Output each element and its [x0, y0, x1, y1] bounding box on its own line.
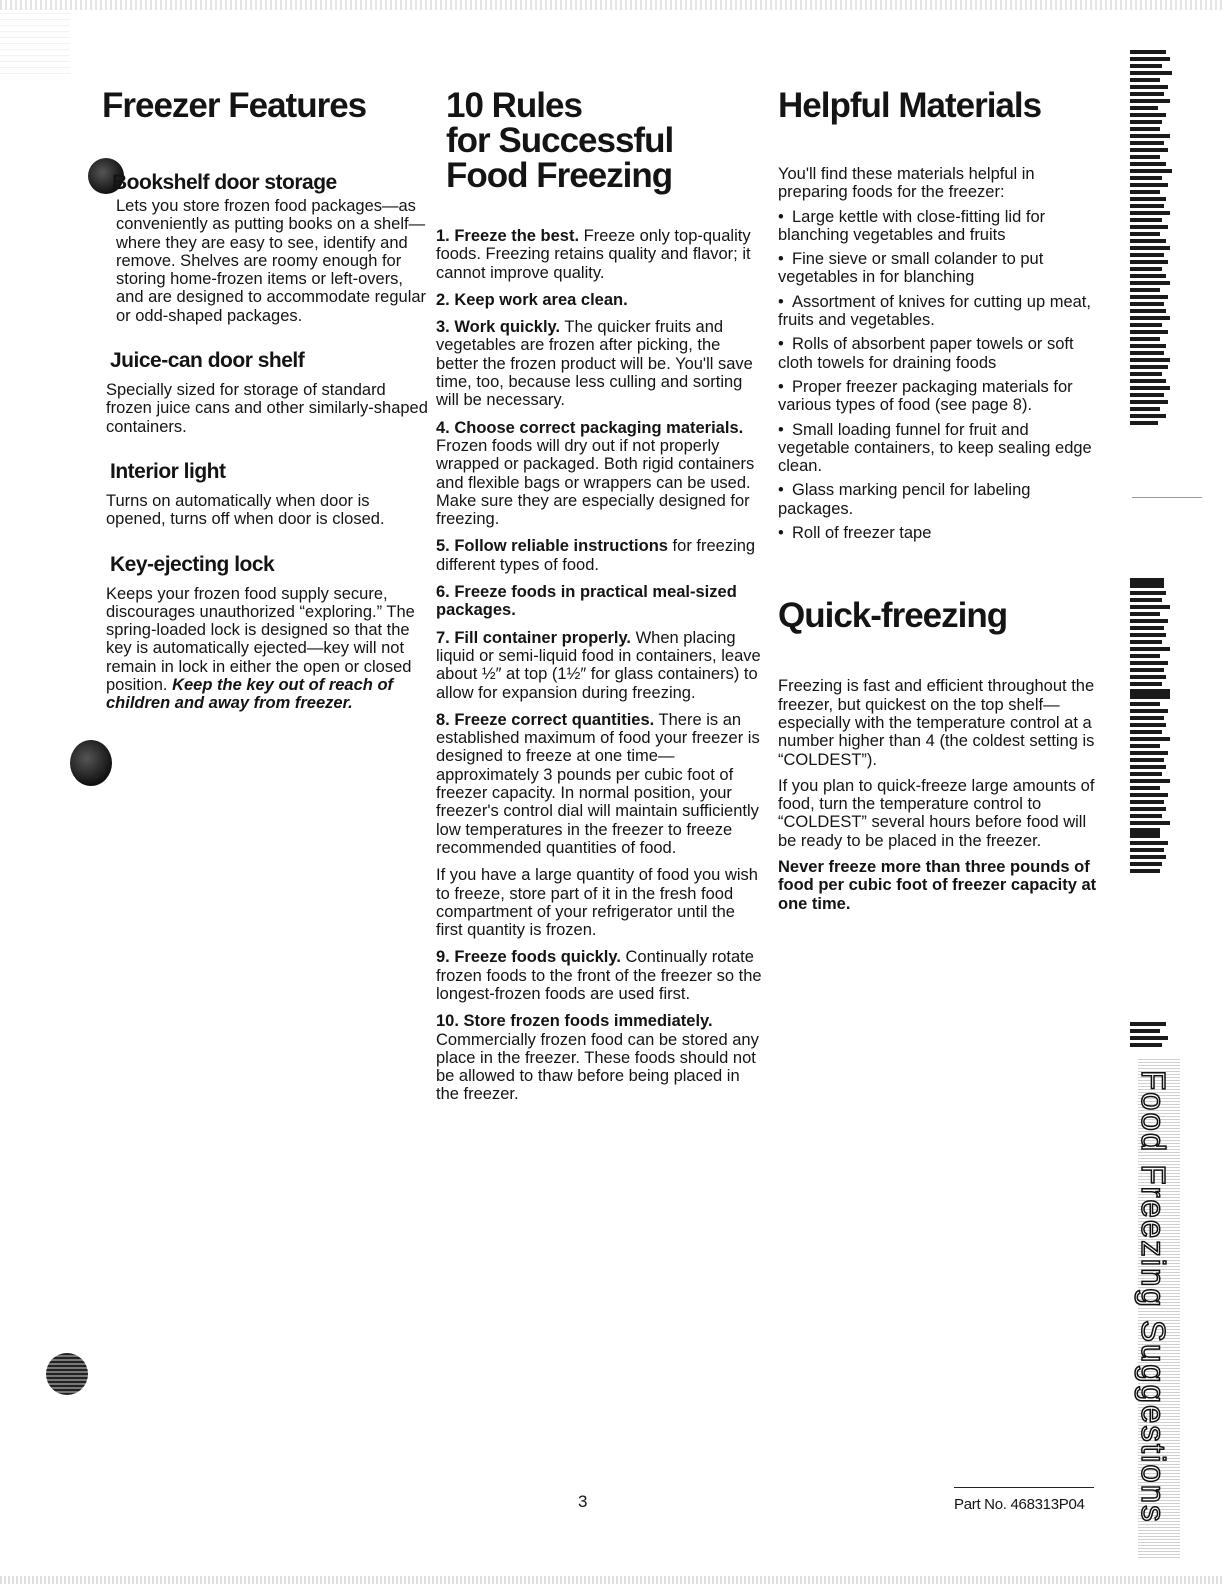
rules-title-line2: for Successful	[446, 121, 674, 160]
rule-item	[436, 583, 766, 620]
rule-text: The quicker fruits and vegetables are frozen after picking, the better the frozen product will be. You'll save time, too, because less culling and sorting will be necessary.	[436, 318, 753, 410]
helpful-materials-title: Helpful Materials	[778, 86, 1042, 125]
key-lock-text: Keeps your frozen food supply secure, discourages unauthorized “exploring.” The spring-loaded lock is designed so that the key is automatically ejected—key will not remain in lock in either the open or closed position.	[106, 584, 415, 695]
rule-lead: 4. Choose correct packaging materials.	[436, 418, 744, 437]
thumb-index-marks	[1130, 50, 1180, 428]
rule-lead: 2. Keep work area clean.	[436, 290, 628, 309]
rule-text: Frozen foods will dry out if not properly wrapped or packaged. Both rigid containers and flexible bags or wrappers can be used. Make sure they are especially designed for freezing.	[436, 436, 755, 529]
list-item	[778, 293, 1100, 330]
rule-item	[436, 711, 766, 857]
rules-column	[430, 88, 766, 1104]
rule-item	[436, 318, 766, 409]
freezer-features-title: Freezer Features	[102, 86, 367, 125]
rule-text: Commercially frozen food can be stored any place in the freezer. These foods should not be allowed to thaw before being placed in the freezer.	[436, 1030, 759, 1104]
scan-edge-left	[0, 10, 70, 74]
tab-divider	[1132, 497, 1202, 498]
key-lock-warning: Keep the key out of reach of children and away from freezer.	[106, 676, 394, 713]
list-item-text: Fine sieve or small colander to put vegetables in for blanching	[778, 250, 1044, 287]
rule-item	[436, 537, 766, 574]
freezer-features-column	[102, 88, 432, 713]
bullet-icon: •	[778, 207, 784, 226]
list-item-text: Assortment of knives for cutting up meat, fruits and vegetables.	[778, 292, 1091, 330]
rules-title-line1: 10 Rules	[446, 86, 582, 125]
part-number: Part No. 468313P04	[954, 1487, 1094, 1513]
section-heading-interior-light: Interior light	[110, 459, 226, 483]
page-number: 3	[578, 1492, 588, 1511]
side-tab-label: Food Freezing Suggestions	[1135, 1070, 1172, 1524]
rule-item	[436, 227, 766, 282]
bullet-icon: •	[778, 524, 784, 543]
section-text-bookshelf: Lets you store frozen food packages—as conveniently as putting books on a shelf—where they are easy to see, identify and remove. Shelves are roomy enough for storing home-frozen items or left-overs, and are designed to accommodate regular or odd-shaped packages.	[116, 197, 427, 325]
list-item-text: Large kettle with close-fitting lid for blanching vegetables and fruits	[778, 207, 1046, 244]
rule-text: for freezing different types of food.	[436, 537, 756, 574]
bullet-icon: •	[778, 292, 784, 311]
list-item	[778, 250, 1100, 287]
rule-lead: 8. Freeze correct quantities.	[436, 710, 655, 729]
rule-item	[436, 866, 766, 939]
list-item	[778, 524, 1100, 542]
section-heading-bookshelf: Bookshelf door storage	[112, 171, 337, 194]
helpful-materials-intro: You'll find these materials helpful in preparing foods for the freezer:	[778, 165, 1035, 202]
section-text-juice-can: Specially sized for storage of standard frozen juice cans and other similarly-shaped containers.	[106, 381, 428, 436]
rule-lead: 3. Work quickly.	[436, 318, 561, 337]
rule-lead: 1. Freeze the best.	[436, 227, 580, 245]
bullet-icon: •	[778, 420, 784, 439]
bullet-icon: •	[778, 377, 784, 396]
list-item	[778, 335, 1100, 372]
rule-text: If you have a large quantity of food you wish to freeze, store part of it in the fresh food compartment of your refrigerator until the first quantity is frozen.	[436, 866, 758, 940]
rule-lead: 7. Fill container properly.	[436, 628, 631, 647]
list-item	[778, 481, 1100, 518]
binder-hole-icon	[46, 1353, 88, 1395]
rule-text: Freeze only top-quality foods. Freezing retains quality and flavor; it cannot improve quality.	[436, 227, 751, 282]
rules-title	[446, 88, 766, 193]
rule-lead: 5. Follow reliable instructions	[436, 537, 668, 556]
section-text-interior-light: Turns on automatically when door is opened, turns off when door is closed.	[106, 491, 385, 529]
section-heading-juice-can: Juice-can door shelf	[110, 349, 305, 373]
binder-hole-icon	[70, 740, 112, 786]
bullet-icon: •	[778, 250, 784, 269]
list-item-text: Roll of freezer tape	[792, 524, 932, 543]
thumb-index-marks	[1130, 1022, 1180, 1050]
quick-freezing-title: Quick-freezing	[778, 596, 1008, 636]
section-heading-key-lock: Key-ejecting lock	[110, 552, 275, 576]
list-item	[778, 421, 1100, 476]
list-item	[778, 378, 1100, 415]
quick-freezing-paragraph: If you plan to quick-freeze large amounts of food, turn the temperature control to “COLDEST” several hours before food will be ready to be placed in the freezer.	[778, 776, 1095, 850]
rule-text: There is an established maximum of food your freezer is designed to freeze at one time—approximately 3 pounds per cubic foot of freezer capacity. In normal position, your freezer's control dial will maintain sufficiently low temperatures in the freezer to freeze recommended quantities of food.	[436, 710, 760, 857]
rules-title-line3: Food Freezing	[446, 156, 673, 195]
list-item-text: Small loading funnel for fruit and vegetable containers, to keep sealing edge clean.	[778, 420, 1092, 476]
rule-item	[436, 629, 766, 702]
quick-freezing-warning: Never freeze more than three pounds of food per cubic foot of freezer capacity at one time.	[778, 858, 1097, 913]
list-item-text: Glass marking pencil for labeling packages.	[778, 481, 1031, 518]
rule-lead: 9. Freeze foods quickly.	[436, 948, 621, 967]
rule-item	[436, 1012, 766, 1103]
list-item	[778, 208, 1100, 245]
materials-column	[778, 88, 1100, 913]
rule-item	[436, 419, 766, 529]
scan-edge-bottom	[0, 1576, 1224, 1584]
section-text-key-lock	[106, 585, 432, 713]
rule-text: When placing liquid or semi-liquid food in containers, leave about ½″ at top (1½″ for glass containers) to allow for expansion during freezing.	[436, 628, 761, 702]
rule-lead: 10. Store frozen foods immediately.	[436, 1012, 713, 1031]
rules-list	[436, 227, 766, 1104]
thumb-index-marks	[1130, 578, 1180, 876]
rule-item	[436, 291, 766, 309]
bullet-icon: •	[778, 481, 784, 500]
list-item-text: Rolls of absorbent paper towels or soft cloth towels for draining foods	[778, 335, 1074, 372]
rule-text: Continually rotate frozen foods to the front of the freezer so the longest-frozen foods are used first.	[436, 948, 762, 1003]
rule-lead: 6. Freeze foods in practical meal-sized packages.	[436, 583, 737, 620]
rule-item	[436, 948, 766, 1003]
quick-freezing-paragraph: Freezing is fast and efficient throughout the freezer, but quickest on the top shelf—especially with the temperature control at a number higher than 4 (the coldest setting is “COLDEST”).	[778, 677, 1095, 769]
list-item-text: Proper freezer packaging materials for various types of food (see page 8).	[778, 377, 1073, 415]
bullet-icon: •	[778, 335, 784, 354]
scan-edge-top	[0, 0, 1224, 10]
